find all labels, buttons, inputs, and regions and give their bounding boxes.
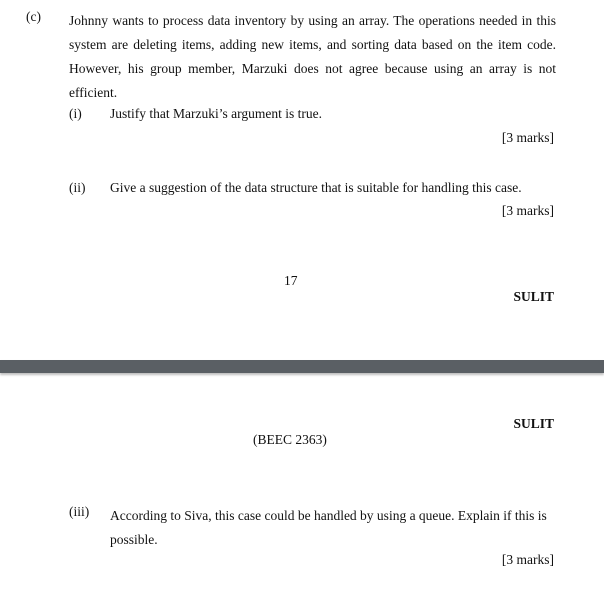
- marks-label: [3 marks]: [501, 203, 554, 218]
- classification-footer: SULIT: [513, 289, 554, 304]
- question-text: Johnny wants to process data inventory by using an array. The operations needed in this system are deleting items, adding new items, and sorting data based on the item code. However, his group member, Marzuki does not agree because using an array is not efficient.: [69, 13, 556, 100]
- page-break-divider: [0, 360, 604, 373]
- page-number: 17: [284, 273, 298, 288]
- sub-question-text: According to Siva, this case could be handled by using a queue. Explain if this is possible.: [110, 508, 547, 547]
- sub-question-label: (ii): [69, 180, 86, 195]
- marks-label: [3 marks]: [501, 552, 554, 567]
- course-code: (BEEC 2363): [253, 432, 327, 447]
- sub-question-text: Justify that Marzuki’s argument is true.: [110, 106, 322, 121]
- marks-label: [3 marks]: [501, 130, 554, 145]
- sub-question-label: (iii): [69, 504, 90, 519]
- classification-header: SULIT: [513, 416, 554, 431]
- sub-question-text: Give a suggestion of the data structure that is suitable for handling this case.: [110, 180, 522, 195]
- sub-question-label: (i): [69, 106, 82, 121]
- question-label: (c): [26, 9, 41, 24]
